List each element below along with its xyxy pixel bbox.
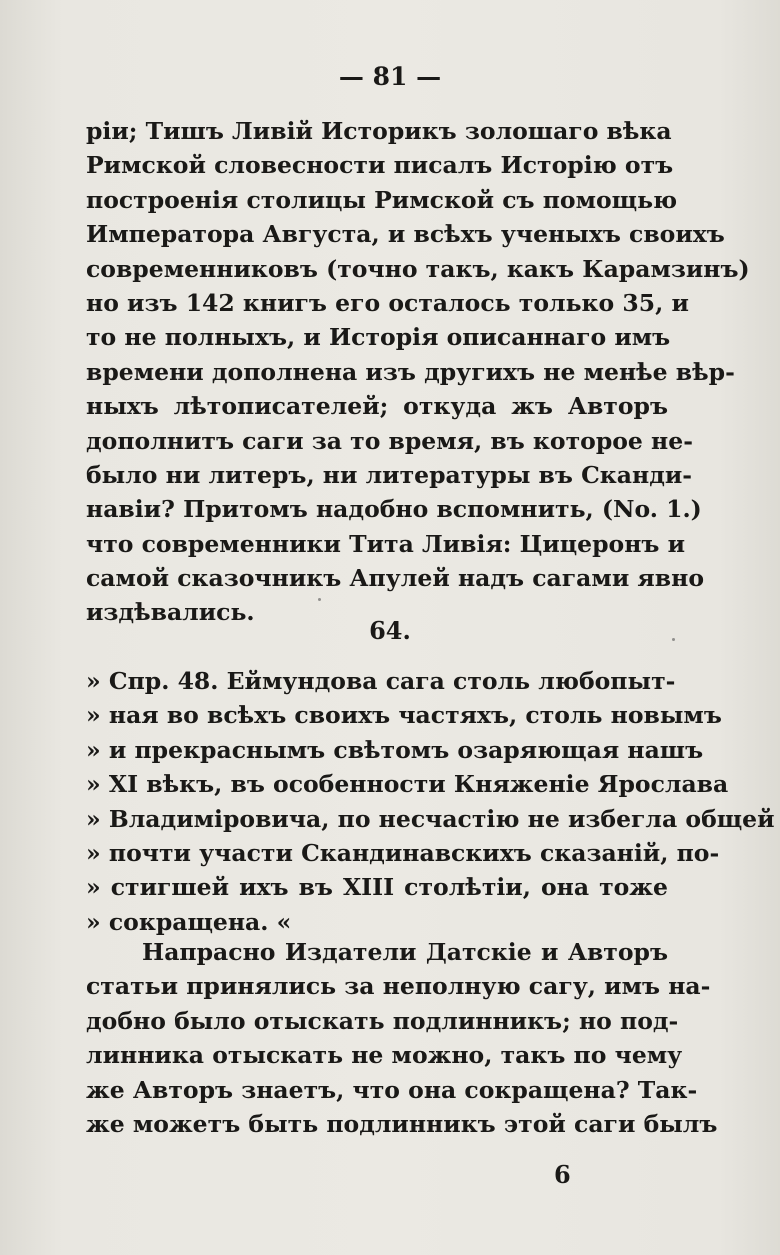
- quote-line: » стигшей ихъ въ XIII столѣтіи, она тоже: [86, 873, 668, 902]
- text-line: но изъ 142 книгъ его осталось только 35, и: [86, 288, 689, 317]
- text-line: же можетъ быть подлинникъ этой саги былъ: [86, 1109, 718, 1138]
- signature-mark: 6: [554, 1160, 571, 1189]
- quote-line: » Спр. 48. Еймундова сага столь любопыт-: [86, 667, 676, 695]
- text-line: Римской словесности писалъ Исторію отъ: [86, 151, 674, 180]
- text-line: Императора Августа, и всѣхъ ученыхъ своихъ: [86, 220, 725, 249]
- quote-line: » и прекраснымъ свѣтомъ озаряющая нашъ: [86, 735, 704, 764]
- text-line: добно было отыскать подлинникъ; но под-: [86, 1006, 679, 1035]
- text-line: времени дополнена изъ другихъ не менѣе вѣр-: [86, 357, 735, 386]
- text-line: что современники Тита Ливія: Цицеронъ и: [86, 529, 686, 558]
- paper-speck: [672, 638, 675, 641]
- paragraph-continued: [86, 114, 750, 630]
- text-line: статьи принялись за неполную сагу, имъ на-: [86, 972, 711, 1001]
- paper-speck: [318, 598, 321, 601]
- quote-line: » XI вѣкъ, въ особенности Княженіе Ярослава: [86, 770, 729, 799]
- quote-line: » почти участи Скандинавскихъ сказаній, по-: [86, 838, 720, 867]
- text-line: самой сказочникъ Апулей надъ сагами явно: [86, 564, 704, 593]
- text-line: ныхъ лѣтописателей; откуда жъ Авторъ: [86, 392, 668, 421]
- text-line: же Авторъ знаетъ, что она сокращена? Так-: [86, 1075, 698, 1104]
- quote-line: » ная во всѣхъ своихъ частяхъ, столь новымъ: [86, 701, 722, 730]
- paragraph-response: [86, 935, 718, 1141]
- text-line: построенія столицы Римской съ помощью: [86, 185, 678, 214]
- section-number: 64.: [369, 616, 411, 645]
- text-line: навіи? Притомъ надобно вспомнить, (No. 1.): [86, 495, 702, 524]
- text-line: современниковъ (точно такъ, какъ Карамзинъ): [86, 254, 750, 283]
- paragraph-quotation: [86, 664, 775, 939]
- text-line: линника отыскать не можно, такъ по чему: [86, 1041, 683, 1070]
- text-line: pіи; Тишъ Ливій Историкъ золошаго вѣка: [86, 117, 672, 145]
- quote-line: » сокращена. «: [86, 907, 292, 936]
- text-line: Напрасно Издатели Датскіе и Авторъ: [142, 938, 668, 966]
- text-line: дополнитъ саги за то время, въ которое не-: [86, 426, 693, 455]
- text-line: издѣвались.: [86, 598, 255, 627]
- text-line: то не полныхъ, и Исторія описаннаго имъ: [86, 323, 671, 352]
- quote-line: » Владиміровича, по несчастію не избегла общей: [86, 804, 775, 833]
- page-number: — 81 —: [338, 62, 442, 91]
- text-line: было ни литеръ, ни литературы въ Сканди-: [86, 460, 693, 489]
